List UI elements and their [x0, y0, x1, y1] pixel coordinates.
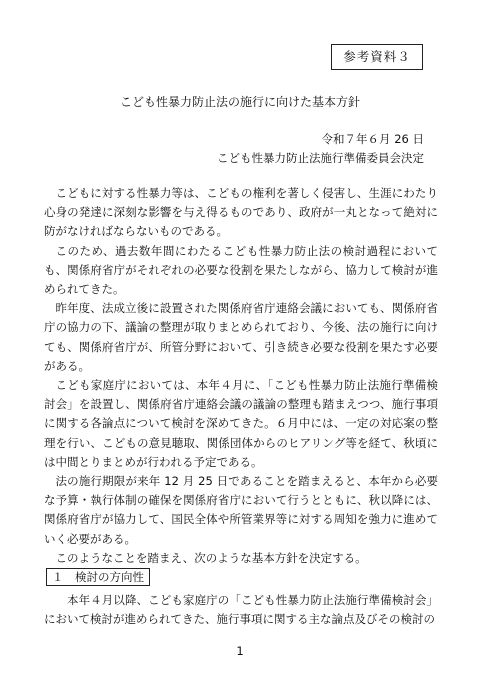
- reference-label: 参考資料３: [331, 44, 423, 70]
- paragraph: このようなことを踏まえ、次のような基本方針を決定する。: [55, 550, 367, 565]
- section-paragraph: 本年４月以降、こども家庭庁の「こども性暴力防止法施行準備検討会」において検討が進められてきた、施行事項に関する主な論点及びその検討の: [44, 593, 438, 627]
- paragraph: こどもに対する性暴力等は、こどもの権利を著しく侵害し、生涯にわたり心身の発達に深刻な影響を与え得るものであり、政府が一丸となって絶対に防がなければならないものである。: [44, 186, 438, 239]
- document-title: こども性暴力防止法の施行に向けた基本方針: [119, 95, 360, 109]
- paragraph: このため、過去数年間にわたるこども性暴力防止法の検討過程においても、関係府省庁がそれぞれの必要な役割を果たしながら、協力して検討が進められてきた。: [44, 243, 438, 297]
- document-date: 令和７年６月 26 日: [321, 132, 424, 146]
- section-heading: １ 検討の方向性: [46, 568, 150, 586]
- paragraph: 法の施行期限が来年 12 月 25 日であることを踏まえると、本年から必要な予算・執行体制の確保を関係府省庁において行うとともに、秋以降には、関係府省庁が協力して、国民全体や所管業界等に対する周知を強力に進めていく必要がある。: [44, 474, 438, 546]
- document-author: こども性暴力防止法施行準備委員会決定: [217, 151, 424, 165]
- body-text: [44, 184, 438, 568]
- section-body: [44, 591, 438, 629]
- paragraph: 昨年度、法成立後に設置された関係府省庁連絡会議においても、関係府省庁の協力の下、議論の整理が取りまとめられており、今後、法の施行に向けても、関係府省庁が、所管分野において、引き続き必要な役割を果たす必要がある。: [44, 301, 438, 373]
- page-number: 1: [236, 644, 244, 658]
- paragraph: こども家庭庁においては、本年４月に、「こども性暴力防止法施行準備検討会」を設置し、関係府省庁連絡会議の議論の整理も踏まえつつ、施行事項に関する各論点について検討を深めてきた。６月中には、一定の対応案の整理を行い、こどもの意見聴取、関係団体からのヒアリング等を経て、秋頃には中間とりまとめが行われる予定である。: [44, 378, 438, 469]
